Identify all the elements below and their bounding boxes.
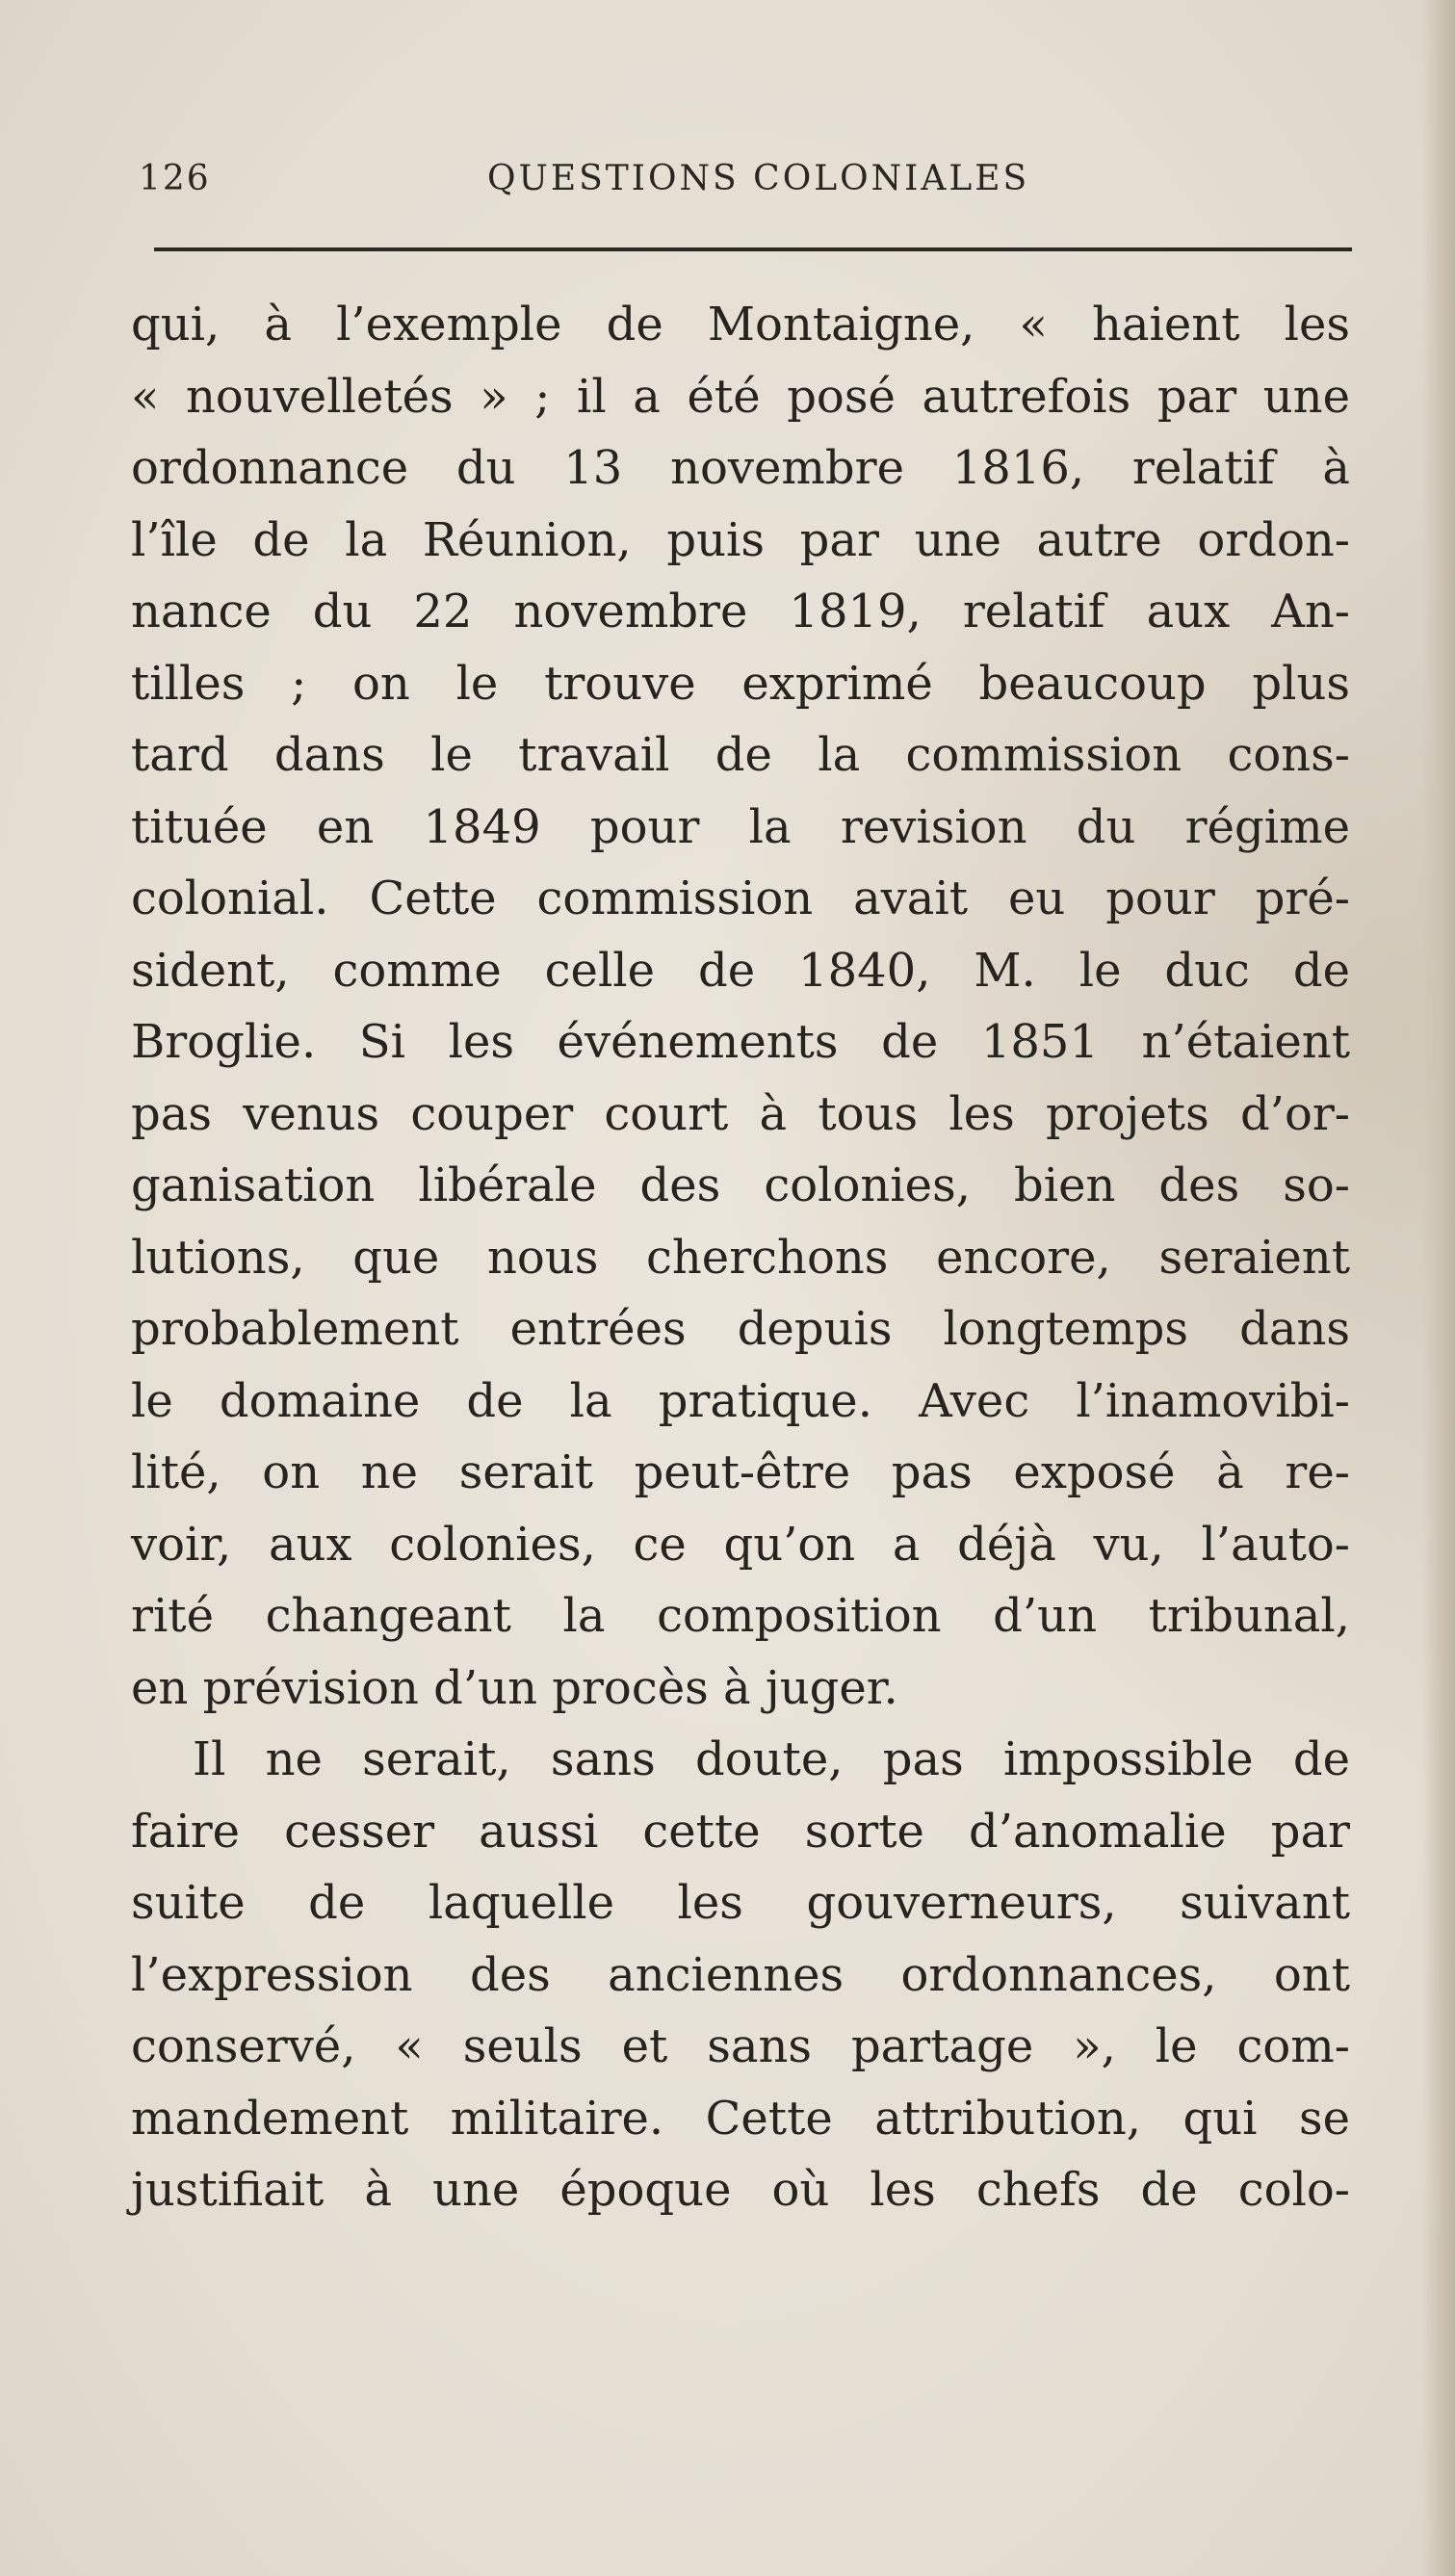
header-rule (154, 247, 1352, 251)
text-line: colonial. Cette commission avait eu pour pré- (131, 872, 1350, 925)
text-line: conservé, « seuls et sans partage », le com- (131, 2019, 1350, 2073)
running-title: QUESTIONS COLONIALES (487, 159, 1030, 198)
text-line: mandement militaire. Cette attribution, qui se (131, 2091, 1350, 2146)
text-line: ganisation libérale des colonies, bien des so- (131, 1158, 1350, 1212)
text-line: suite de laquelle les gouverneurs, suivant (131, 1876, 1350, 1930)
text-line: rité changeant la composition d’un tribunal, (131, 1589, 1350, 1643)
text-line: voir, aux colonies, ce qu’on a déjà vu, l’auto- (131, 1517, 1350, 1572)
body-text (131, 289, 1350, 2226)
text-line: probablement entrées depuis longtemps dans (131, 1302, 1350, 1356)
page-header (131, 159, 1354, 217)
text-line: le domaine de la pratique. Avec l’inamovibi- (131, 1373, 1350, 1428)
text-line: qui, à l’exemple de Montaigne, « haient les (131, 298, 1350, 351)
text-line: tituée en 1849 pour la revision du régime (131, 799, 1350, 854)
page-edge-shadow (1422, 0, 1455, 2576)
text-line: ordonnance du 13 novembre 1816, relatif à (131, 441, 1350, 495)
text-line: pas venus couper court à tous les projets d’or- (131, 1086, 1350, 1141)
text-line: faire cesser aussi cette sorte d’anomalie par (131, 1804, 1350, 1859)
text-line: tilles ; on le trouve exprimé beaucoup plus (131, 656, 1350, 711)
text-line: sident, comme celle de 1840, M. le duc de (131, 943, 1350, 998)
text-line: tard dans le travail de la commission cons- (131, 728, 1350, 782)
text-line: « nouvelletés » ; il a été posé autrefois par une (131, 369, 1350, 424)
text-line: nance du 22 novembre 1819, relatif aux An- (131, 585, 1350, 638)
page-number: 126 (139, 159, 211, 198)
text-line: l’expression des anciennes ordonnances, ont (131, 1947, 1350, 2002)
text-line: Broglie. Si les événements de 1851 n’étaient (131, 1015, 1350, 1069)
text-line: justifiait à une époque où les chefs de colo- (131, 2163, 1350, 2217)
text-line: lité, on ne serait peut-être pas exposé à re- (131, 1445, 1350, 1499)
text-line: Il ne serait, sans doute, pas impossible de (193, 1732, 1350, 1786)
text-line: lutions, que nous cherchons encore, seraient (131, 1230, 1350, 1285)
text-line: en prévision d’un procès à juger. (131, 1660, 898, 1715)
text-line: l’île de la Réunion, puis par une autre ordon- (131, 512, 1350, 567)
